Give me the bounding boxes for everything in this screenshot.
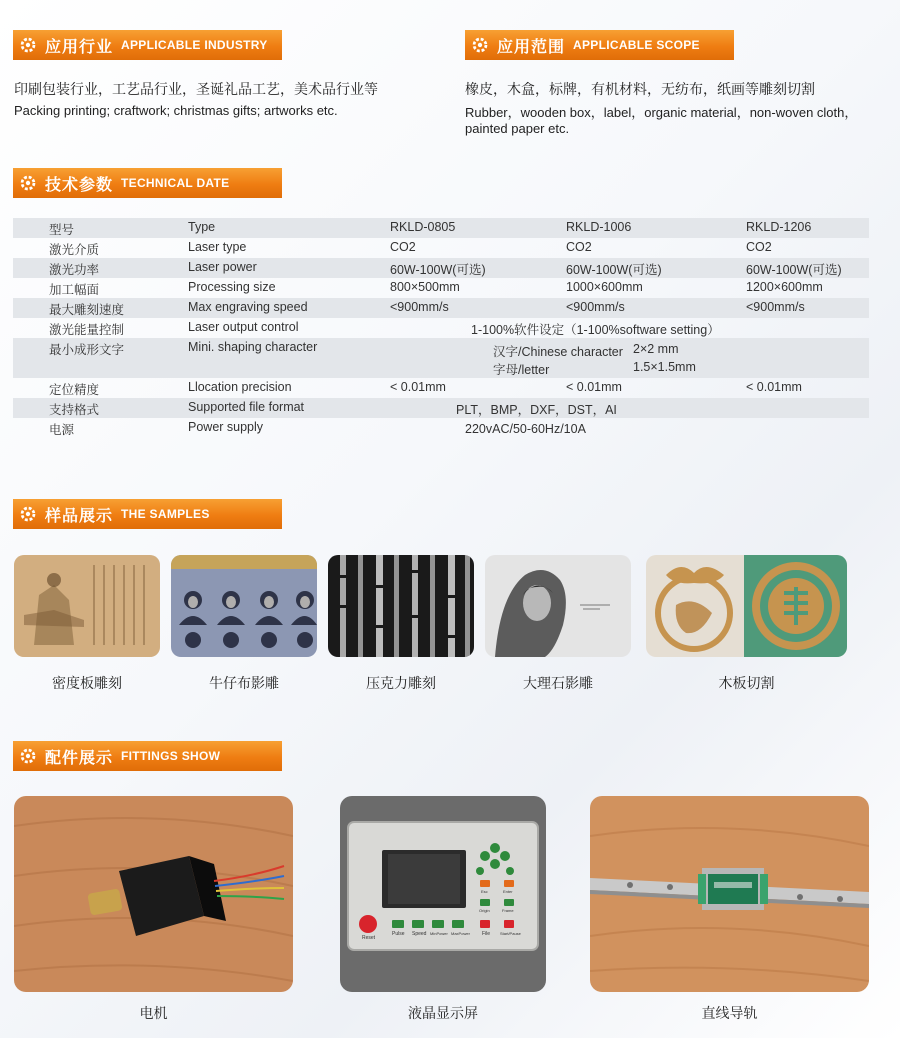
spec-label-en: Power supply [188, 420, 264, 434]
spec-value: 60W-100W(可选) [566, 263, 662, 277]
spec-value: <900mm/s [566, 300, 625, 314]
spec-table [13, 218, 869, 438]
panel-label-minpower: MinPower [430, 931, 448, 936]
spec-row-power-supply [13, 418, 869, 438]
spec-value: RKLD-1006 [566, 220, 632, 234]
spec-label-cn: 激光功率 [49, 263, 100, 277]
spec-label-en: Laser type [188, 240, 247, 254]
gear-icon [17, 172, 39, 194]
spec-value: CO2 [390, 240, 416, 254]
section-title-en: TECHNICAL DATE [121, 176, 230, 190]
spec-label-cn: 最大雕刻速度 [49, 303, 125, 317]
spec-value: 1000×600mm [566, 280, 643, 294]
section-title-cn: 样品展示 [45, 507, 114, 525]
spec-label-en: Laser output control [188, 320, 299, 334]
spec-label-cn: 最小成形文字 [49, 343, 125, 357]
spec-value: 60W-100W(可选) [390, 263, 486, 277]
spec-label-en: Max engraving speed [188, 300, 308, 314]
spec-row-speed [13, 298, 869, 318]
gear-icon [17, 503, 39, 525]
spec-label-en: Supported file format [188, 400, 305, 414]
sample-image-marble [485, 555, 631, 657]
section-header-samples [13, 499, 282, 529]
section-title-en: FITTINGS SHOW [121, 749, 221, 763]
section-title-cn: 配件展示 [45, 749, 114, 767]
section-title-cn: 应用范围 [497, 38, 566, 56]
fitting-caption: 液晶显示屏 [408, 1005, 478, 1021]
fitting-image-lcd-panel [340, 796, 546, 992]
spec-value: RKLD-1206 [746, 220, 812, 234]
spec-row-laser-power [13, 258, 869, 278]
spec-value: 1200×600mm [746, 280, 823, 294]
spec-label-cn: 加工幅面 [49, 283, 100, 297]
industry-text-cn: 印刷包装行业，工艺品行业，圣诞礼品工艺，美术品行业等 [14, 81, 378, 97]
scope-text-cn: 橡皮，木盒，标牌，有机材料，无纺布，纸画等雕刻切割 [465, 81, 815, 97]
section-header-scope [465, 30, 734, 60]
fitting-image-linear-guide [590, 796, 869, 992]
spec-label-cn: 电源 [49, 423, 75, 437]
panel-label-reset: Reset [362, 935, 376, 941]
spec-value: CO2 [746, 240, 772, 254]
spec-value: 1-100%软件设定（1-100%software setting） [471, 323, 720, 337]
spec-value: 1.5×1.5mm [633, 360, 696, 374]
spec-value: 汉字/Chinese character [493, 345, 623, 359]
spec-value: 800×500mm [390, 280, 460, 294]
spec-label-cn: 定位精度 [49, 383, 100, 397]
spec-row-processing-size [13, 278, 869, 298]
spec-value: RKLD-0805 [390, 220, 456, 234]
spec-value: PLT，BMP，DXF，DST，AI [456, 403, 617, 417]
section-header-tech [13, 168, 282, 198]
section-header-industry [13, 30, 282, 60]
spec-value: < 0.01mm [746, 380, 802, 394]
panel-label-enter: Enter [503, 889, 513, 894]
panel-label-startpause: Start/Pause [500, 931, 521, 936]
spec-label-cn: 支持格式 [49, 403, 100, 417]
spec-value: 2×2 mm [633, 342, 679, 356]
fitting-caption: 直线导轨 [701, 1005, 758, 1021]
sample-image-wood-cutting [646, 555, 847, 657]
section-header-fittings [13, 741, 282, 771]
section-title-cn: 应用行业 [45, 38, 114, 56]
spec-label-cn: 激光介质 [49, 243, 100, 257]
spec-row-precision [13, 378, 869, 398]
sample-image-acrylic [328, 555, 474, 657]
spec-label-cn: 型号 [49, 223, 75, 237]
spec-row-file-format [13, 398, 869, 418]
spec-label-en: Llocation precision [188, 380, 292, 394]
spec-value: 字母/letter [493, 363, 550, 377]
spec-value: < 0.01mm [566, 380, 622, 394]
spec-label-en: Laser power [188, 260, 257, 274]
spec-label-en: Mini. shaping character [188, 340, 318, 354]
spec-value: < 0.01mm [390, 380, 446, 394]
spec-value: 60W-100W(可选) [746, 263, 842, 277]
panel-label-esc: Esc [481, 889, 488, 894]
sample-caption: 密度板雕刻 [52, 675, 122, 691]
spec-row-output-control [13, 318, 869, 338]
spec-label-en: Processing size [188, 280, 276, 294]
spec-row-laser-type [13, 238, 869, 258]
sample-caption: 牛仔布影雕 [209, 675, 279, 691]
sample-caption: 大理石影雕 [523, 675, 593, 691]
panel-label-file: File [482, 931, 491, 937]
panel-label-speed: Speed [412, 931, 427, 937]
sample-caption: 木板切割 [718, 675, 775, 691]
scope-text-en-2: painted paper etc. [465, 121, 570, 136]
industry-text-en: Packing printing; craftwork; christmas gifts; artworks etc. [14, 103, 338, 118]
spec-value: 220vAC/50-60Hz/10A [465, 422, 586, 436]
panel-label-maxpower: MaxPower [451, 931, 470, 936]
section-title-en: APPLICABLE INDUSTRY [121, 38, 268, 52]
spec-row-shaping-character [13, 338, 869, 378]
sample-image-mdf [14, 555, 160, 657]
panel-label-origin: Origin [479, 908, 490, 913]
gear-icon [17, 745, 39, 767]
section-title-en: APPLICABLE SCOPE [573, 38, 700, 52]
spec-value: CO2 [566, 240, 592, 254]
gear-icon [469, 34, 491, 56]
sample-caption: 压克力雕刻 [366, 675, 436, 691]
section-title-en: THE SAMPLES [121, 507, 210, 521]
scope-text-en-1: Rubber，wooden box，label，organic material，non-woven cloth， [465, 105, 858, 120]
spec-value: <900mm/s [746, 300, 805, 314]
sample-image-denim [171, 555, 317, 657]
fitting-image-motor [14, 796, 293, 992]
panel-label-frame: Frame [502, 908, 514, 913]
section-title-cn: 技术参数 [45, 176, 114, 194]
panel-label-pulse: Pulse [392, 931, 405, 937]
gear-icon [17, 34, 39, 56]
spec-label-cn: 激光能量控制 [49, 323, 125, 337]
spec-row-type [13, 218, 869, 238]
spec-value: <900mm/s [390, 300, 449, 314]
spec-label-en: Type [188, 220, 216, 234]
fitting-caption: 电机 [139, 1005, 168, 1021]
